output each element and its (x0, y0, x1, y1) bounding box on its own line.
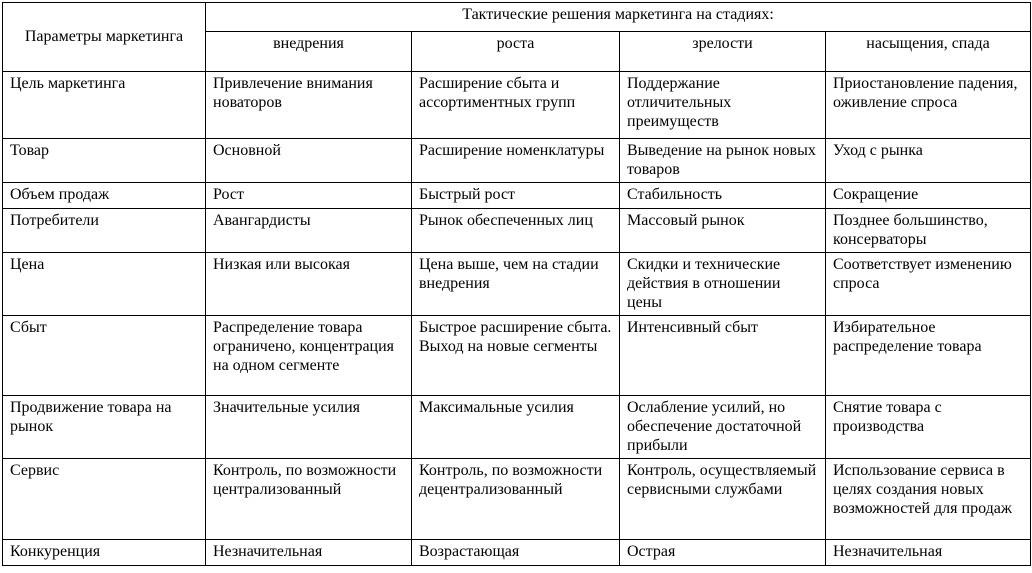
table-cell: Массовый рынок (620, 209, 826, 253)
table-cell: Быстрый рост (412, 183, 620, 209)
table-row (3, 316, 1031, 396)
table-cell: Возрастающая (412, 540, 620, 566)
table-cell: Незначительная (206, 540, 412, 566)
row-param: Продвижение товара на рынок (3, 396, 206, 459)
table-row (3, 396, 1031, 459)
table-cell: Расширение номенклатуры (412, 139, 620, 183)
table-cell: Ослабление усилий, но обеспечение достаточной прибыли (620, 396, 826, 459)
table-cell: Незначительная (826, 540, 1031, 566)
table-row (3, 209, 1031, 253)
header-group-title: Тактические решения маркетинга на стадиях: (206, 3, 1031, 32)
table-row (3, 72, 1031, 139)
table-cell: Контроль, осуществляемый сервисными службами (620, 459, 826, 540)
table-cell: Значительные усилия (206, 396, 412, 459)
table-cell: Цена выше, чем на стадии внедрения (412, 253, 620, 316)
table-cell: Основной (206, 139, 412, 183)
table-cell: Рынок обеспеченных лиц (412, 209, 620, 253)
table-cell: Позднее большинство, консерваторы (826, 209, 1031, 253)
table-cell: Уход с рынка (826, 139, 1031, 183)
row-param: Цель маркетинга (3, 72, 206, 139)
row-param: Потребители (3, 209, 206, 253)
table-cell: Интенсивный сбыт (620, 316, 826, 396)
table-row (3, 183, 1031, 209)
header-stage: зрелости (620, 32, 826, 72)
marketing-tactics-table (2, 2, 1031, 566)
table-cell: Стабильность (620, 183, 826, 209)
table-row (3, 540, 1031, 566)
header-stage: внедрения (206, 32, 412, 72)
table-row (3, 459, 1031, 540)
table-cell: Выведение на рынок новых товаров (620, 139, 826, 183)
header-stage: насыщения, спада (826, 32, 1031, 72)
row-param: Цена (3, 253, 206, 316)
row-param: Сбыт (3, 316, 206, 396)
table-cell: Избирательное распределение товара (826, 316, 1031, 396)
table-cell: Поддержание отличительных преимуществ (620, 72, 826, 139)
table-cell: Снятие товара с производства (826, 396, 1031, 459)
table-cell: Быстрое расширение сбыта. Выход на новые сегменты (412, 316, 620, 396)
table-cell: Использование сервиса в целях создания новых возможностей для продаж (826, 459, 1031, 540)
table-cell: Сокращение (826, 183, 1031, 209)
table-row (3, 253, 1031, 316)
header-stage: роста (412, 32, 620, 72)
row-param: Объем продаж (3, 183, 206, 209)
table-cell: Авангардисты (206, 209, 412, 253)
table-cell: Низкая или высокая (206, 253, 412, 316)
header-param-col: Параметры маркетинга (3, 3, 206, 72)
row-param: Товар (3, 139, 206, 183)
table-cell: Острая (620, 540, 826, 566)
table-cell: Контроль, по возможности централизованный (206, 459, 412, 540)
row-param: Конкуренция (3, 540, 206, 566)
table-cell: Приостановление падения, оживление спроса (826, 72, 1031, 139)
table-cell: Распределение товара ограничено, концентрация на одном сегменте (206, 316, 412, 396)
table-cell: Скидки и технические действия в отношении цены (620, 253, 826, 316)
table-cell: Привлечение внимания новаторов (206, 72, 412, 139)
table-row (3, 139, 1031, 183)
table-cell: Контроль, по возможности децентрализованный (412, 459, 620, 540)
table-cell: Рост (206, 183, 412, 209)
table-cell: Расширение сбыта и ассортиментных групп (412, 72, 620, 139)
table-cell: Соответствует изменению спроса (826, 253, 1031, 316)
row-param: Сервис (3, 459, 206, 540)
table-cell: Максимальные усилия (412, 396, 620, 459)
